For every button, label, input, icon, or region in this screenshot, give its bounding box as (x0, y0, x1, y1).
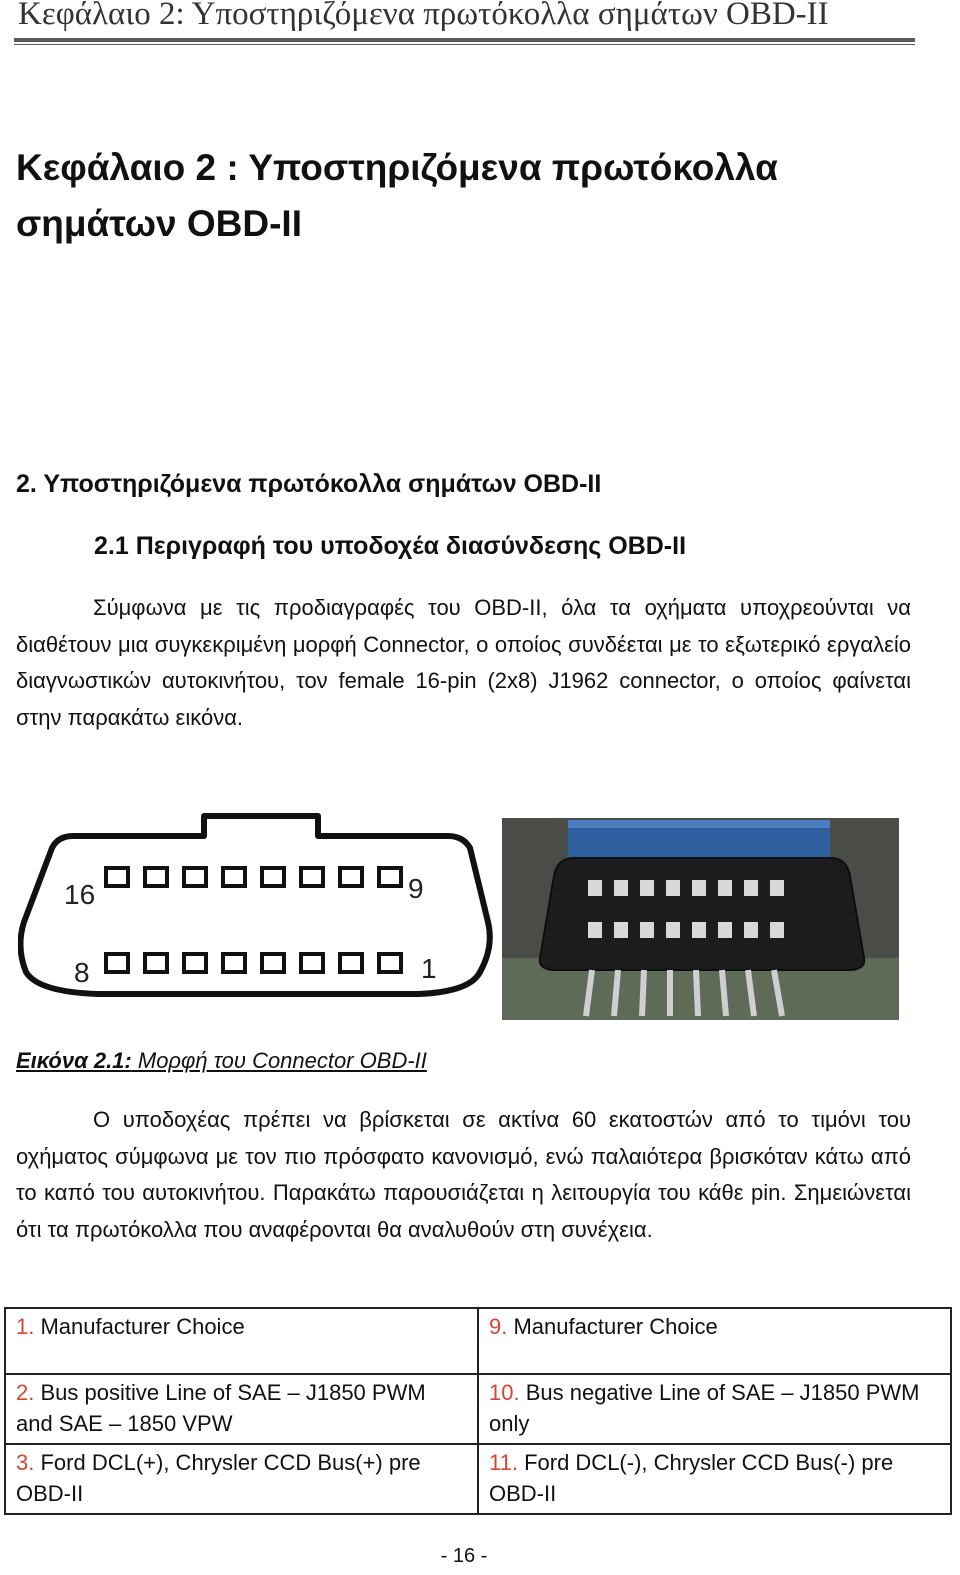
pin-13 (223, 868, 245, 886)
table-cell (5, 1374, 478, 1444)
pin-description: Ford DCL(+), Chrysler CCD Bus(+) pre OBD-II (16, 1450, 421, 1506)
pin-number: 10. (489, 1380, 520, 1405)
chapter-title-line2: σημάτων OBD-II (16, 203, 302, 244)
table-row (5, 1374, 951, 1444)
subsection-heading: 2.1 Περιγραφή του υποδοχέα διασύνδεσης OBD-II (94, 532, 687, 560)
connector-pinout-diagram (18, 812, 500, 1006)
pin-label-1: 1 (421, 953, 437, 984)
table-row (5, 1308, 951, 1374)
location-paragraph-text: Ο υποδοχέας πρέπει να βρίσκεται σε ακτίνα 60 εκατοστών από το τιμόνι του οχήματος σύμφωνα με τον πιο πρόσφατο κανονισμό, ενώ παλαιότερα βρισκόταν κάτω από το καπό του αυτοκινήτου. Παρακάτω παρουσιάζεται η λειτουργία του κάθε pin. Σημειώνεται ότι τα πρωτόκολλα που αναφέρονται θα αναλυθούν στη συνέχεια. (16, 1107, 911, 1242)
table-row (5, 1444, 951, 1514)
pin-16 (106, 868, 128, 886)
pin-description: Manufacturer Choice (34, 1314, 245, 1339)
section-heading: 2. Υποστηριζόμενα πρωτόκολλα σημάτων OBD-II (16, 470, 602, 498)
pin-number: 1. (16, 1314, 35, 1339)
pin-number: 9. (489, 1314, 508, 1339)
pin-4 (262, 954, 284, 972)
pin-7 (145, 954, 167, 972)
pin-2 (340, 954, 362, 972)
pin-number: 2. (16, 1380, 35, 1405)
pin-description: Ford DCL(-), Chrysler CCD Bus(-) pre OBD-II (489, 1450, 894, 1506)
pin-label-9: 9 (408, 873, 424, 904)
pin-number: 3. (16, 1450, 35, 1475)
table-cell (478, 1444, 951, 1514)
pin-8 (106, 954, 128, 972)
pin-14 (184, 868, 206, 886)
pin-3 (301, 954, 323, 972)
header-rule-thin (14, 44, 915, 45)
connector-photo (502, 818, 899, 1020)
chapter-title (16, 140, 896, 252)
caption-text: Μορφή του Connector OBD-II (131, 1048, 427, 1073)
pin-description: Bus negative Line of SAE – J1850 PWM only (489, 1380, 920, 1436)
blue-highlight (568, 820, 830, 828)
figure-caption (16, 1048, 427, 1074)
chapter-title-line1: Κεφάλαιο 2 : Υποστηριζόμενα πρωτόκολλα (16, 147, 778, 188)
caption-label: Εικόνα 2.1: (16, 1048, 132, 1073)
table-cell (5, 1444, 478, 1514)
table-cell (478, 1308, 951, 1374)
pin-number: 11. (489, 1450, 518, 1475)
pin-row-bottom (106, 954, 401, 972)
pin-5 (223, 954, 245, 972)
pin-12 (262, 868, 284, 886)
pin-label-8: 8 (74, 957, 90, 988)
pin-11 (301, 868, 323, 886)
table-cell (478, 1374, 951, 1444)
intro-paragraph (16, 590, 911, 736)
pin-row-top (106, 868, 401, 886)
table-cell (5, 1308, 478, 1374)
pin-9 (379, 868, 401, 886)
pin-label-16: 16 (64, 879, 96, 910)
pin-15 (145, 868, 167, 886)
pin-10 (340, 868, 362, 886)
connector-body (540, 858, 865, 970)
location-paragraph (16, 1102, 911, 1248)
pin-description: Bus positive Line of SAE – J1850 PWM and SAE – 1850 VPW (16, 1380, 426, 1436)
pin-function-table (4, 1307, 952, 1515)
header-rule (14, 38, 915, 42)
running-header: Κεφάλαιο 2: Υποστηριζόμενα πρωτόκολλα σημάτων OBD-II (18, 0, 829, 32)
pin-1 (379, 954, 401, 972)
page-number: - 16 - (440, 1545, 488, 1567)
intro-paragraph-text: Σύμφωνα με τις προδιαγραφές του OBD-II, όλα τα οχήματα υποχρεούνται να διαθέτουν μια συγκεκριμένη μορφή Connector, ο οποίος συνδέεται με το εξωτερικό εργαλείο διαγνωστικών αυτοκινήτου, τον female 16-pin (2x8) J1962 connector, ο οποίος φαίνεται στην παρακάτω εικόνα. (16, 595, 911, 730)
pin-description: Manufacturer Choice (507, 1314, 718, 1339)
pin-6 (184, 954, 206, 972)
